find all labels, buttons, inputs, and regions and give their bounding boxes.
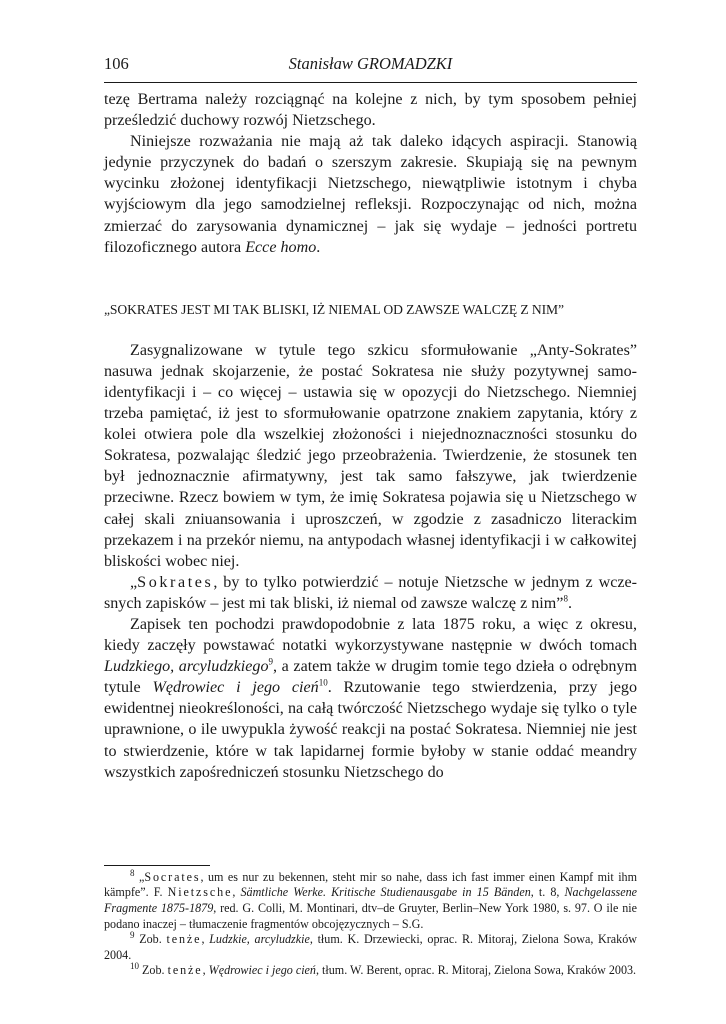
footnote-number-9: 9 (130, 930, 135, 941)
fn9-title: Ludzkie, arcyludzkie (209, 932, 310, 947)
fn8-text-a: , um es nur zu bekennen, steht mir so nahe, dass ich fast immer einen Kampf mit ihm kämpfe”. F. (104, 869, 638, 900)
fn9-text-a: Zob. (139, 932, 167, 947)
fn10-text-c: , tłum. W. Berent, oprac. R. Mitoraj, Zielona Sowa, Kraków 2003. (315, 963, 637, 978)
fn8-spaced-socrates: Socrates (144, 869, 201, 884)
section-paragraph-1 (104, 340, 637, 572)
footnote-ref-8[interactable]: 8 (563, 593, 568, 604)
fn10-text-a: Zob. (142, 963, 168, 978)
header-rule (104, 82, 637, 83)
section-heading: „SOKRATES JEST MI TAK BLISKI, IŻ NIEMAL OD ZAWSZE WALCZĘ Z NIM” (104, 301, 564, 317)
footnote-separator (104, 865, 210, 866)
footnote-10 (104, 963, 637, 979)
fn8-title-fragmente: Nachgelassene Fragmente 1875-1879 (104, 885, 638, 915)
intro-p2-end: . (316, 238, 321, 256)
page-header (104, 54, 637, 76)
running-head: Stanisław GROMADZKI (288, 54, 453, 73)
section-p1-text: Zasygnalizowane w tytule tego szkicu sformułowanie „Anty-Sokrates” nasuwa jednak skojarzenie, że postać Sokratesa nie służy pozytywnej samoidentyfikacji i – co więcej – ustawia się w opozycji do Nietzschego. Niemniej trzeba pamiętać, iż jest to sformułowanie opatrzone znakiem zapytania, który z kolei otwiera pole dla wszelkiej złożoności i niejednoznaczności stosunku do Sokratesa, pozwalając śledzić jego przeobrażenia. Twierdzenie, że stosunek ten był jednoznacznie afirmatywny, jest tak samo fałszywe, jak twierdzenie przeciwne. Rzecz bowiem w tym, że imię Sokratesa pojawia się u Nietzschego w całej skali zniuansowania i uproszczeń, w zgodzie z zasadniczo literackim przekazem i na przekór niemu, na antypodach własnej identyfikacji i w całkowitej bliskości wobec niej. (104, 341, 637, 570)
book-title-ecce-homo: Ecce homo (245, 238, 317, 256)
fn9-text-c: , tłum. K. Drzewiecki, oprac. R. Mitoraj, Zielona Sowa, Kraków 2004. (104, 932, 638, 962)
page (104, 54, 637, 979)
fn8-text-b: , (232, 885, 241, 900)
spaced-sokrates: Sokrates (137, 573, 214, 591)
intro-paragraph-1 (104, 89, 637, 131)
fn8-text-c: , t. 8, (530, 885, 565, 900)
section-p3-text-c: . Rzutowanie tego stwierdzenia, przy jego ewidentnej nieokreśloności, na całą twórczość Nietzschego wydaje się tylko o tyle uprawnione, o ile uwypukla żywość reakcji na postać Sokratesa. Niemniej nie jest to stwierdzenie, które w tak lapidarnej formie byłoby w stanie oddać meandry wszystkich zapośredniczeń stosunku Nietzschego do (104, 679, 637, 781)
quote-open: „ (130, 573, 138, 591)
footnote-8 (104, 867, 638, 932)
page-number: 106 (104, 54, 129, 73)
section-paragraph-3 (104, 614, 637, 783)
footnote-number-8: 8 (130, 867, 135, 878)
book-title-ludzkie: Ludzkiego, arcyludzkiego (104, 658, 269, 676)
intro-p1-text: tezę Bertrama należy rozciągnąć na kolejne z nich, by tym sposobem pełniej prześledzić duchowy rozwój Nietzschego. (104, 91, 637, 130)
section-p2-text: , by to tylko potwierdzić – notuje Nietzsche w jednym z wczesnych zapisków – jest mi tak bliski, iż niemal od zawsze walczę z nim” (104, 573, 637, 612)
fn9-spaced-tenze: tenże (166, 932, 202, 947)
fn10-text-b: , (202, 963, 209, 978)
footnote-ref-9[interactable]: 9 (268, 656, 273, 667)
fn8-spaced-author: Nietzsche (167, 885, 233, 900)
section-p2-end: . (567, 594, 572, 612)
intro-paragraph-2 (104, 131, 637, 258)
fn8-title-werke: Sämtliche Werke. Kritische Studienausgabe in 15 Bänden (240, 885, 531, 900)
fn10-title: Wędrowiec i jego cień (208, 963, 316, 978)
footnote-ref-10[interactable]: 10 (318, 677, 328, 688)
footnote-9 (104, 932, 637, 963)
section-paragraph-2 (104, 572, 637, 614)
fn8-quote-open: „ (138, 869, 145, 884)
footnote-number-10: 10 (130, 961, 139, 972)
fn9-text-b: , (201, 932, 210, 947)
intro-p2-text: Niniejsze rozważania nie mają aż tak daleko idących aspiracji. Stanowią jedynie przyczynek do badań o szerszym zakresie. Skupiają się na pewnym wycinku złożonej identyfikacji Nietzschego, niewątpliwie istotnym i chyba wyjściowym dla jego samodzielnej refleksji. Rozpoczynając od nich, można zmierzać do zarysowania dynamicznej – jak się wydaje – jedności portretu filozoficznego autora (104, 133, 637, 256)
section-p3-text-a: Zapisek ten pochodzi prawdopodobnie z lata 1875 roku, a więc z okresu, kiedy zaczęły powstawać notatki wykorzystywane następnie w dwóch tomach (104, 615, 637, 655)
book-title-wedrowiec: Wędrowiec i jego cień (152, 679, 319, 697)
section-p3-text-b: , a zatem także w drugim tomie tego dzieła o odrębnym tytule (104, 658, 637, 697)
fn8-text-d: , red. G. Colli, M. Montinari, dtv–de Gruyter, Berlin–New York 1980, s. 97. O ile nie podano inaczej – tłumaczenie fragmentów obcojęzycznych – S.G. (104, 900, 637, 931)
fn10-spaced-tenze: tenże (167, 963, 203, 978)
